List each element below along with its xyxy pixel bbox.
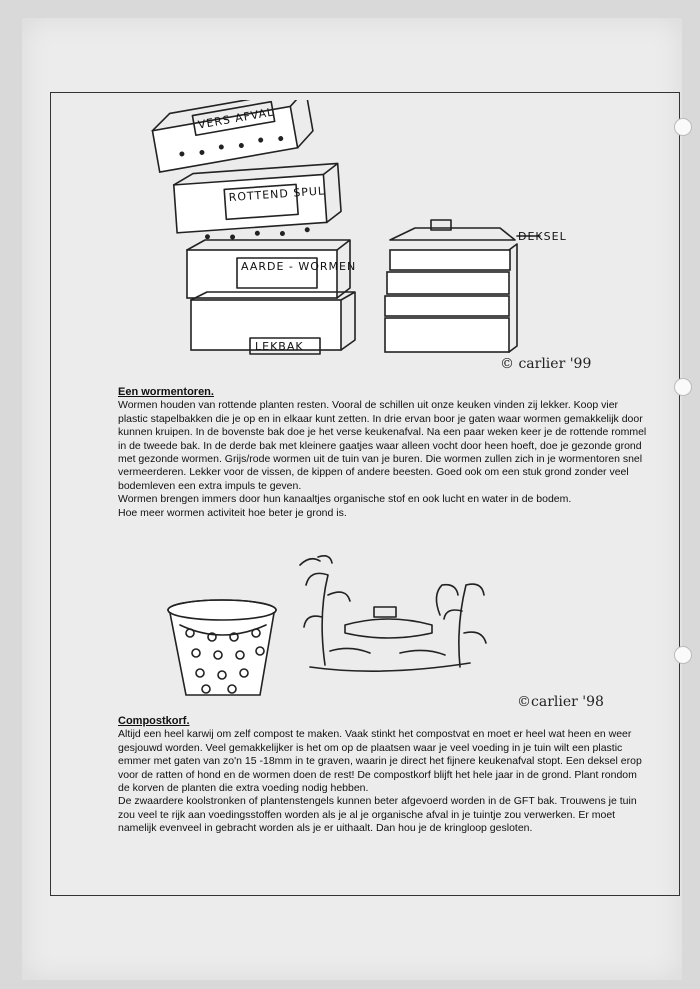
section-worm-tower-paragraph-2: Wormen brengen immers door hun kanaaltjes organische stof en ook lucht en water in de bodem. [118,493,572,506]
illustration1-credit: © carlier '99 [500,356,592,372]
tray-soil-worms [187,240,356,298]
section-compost-basket-paragraph-1: Altijd een heel karwij om zelf compost te maken. Vaak stinkt het compostvat en moet er heel wat heen en weer gesjouwd worden. Veel gemakkelijker is het om op de plaatsen waar je veel voeding in je tuin wilt een plastic emmer met gaten van zo'n 15 -18mm in te graven, waarin je direct het fijnere keukenafval stopt. Een deksel erop voor de ratten of hond en de wormen doen de rest! De compostkorf blijft het hele jaar in de grond. Plant rondom de korven de planten die extra voeding nodig hebben. [118,728,642,795]
stacked-trays-with-lid [385,220,567,352]
punch-hole-bottom [674,646,692,664]
label-vers-afval: VERS AFVAL [197,105,276,132]
worm-tower-illustration [135,100,595,360]
tray-drip-tray [191,292,355,354]
punch-hole-top [674,118,692,136]
section-worm-tower-paragraph-3: Hoe meer wormen activiteit hoe beter je grond is. [118,506,347,519]
section-worm-tower-title: Een wormentoren. [118,386,214,398]
label-deksel: DEKSEL [518,230,567,243]
tray-rotting-stuff [173,163,342,243]
label-rottend: ROTTEND SPUL [228,184,326,205]
section-compost-basket-paragraph-2: De zwaardere koolstronken of plantenstengels kunnen beter afgevoerd worden in de GFT bak. Trouwens je tuin zou veel te rijk aan voedingsstoffen worden als je al je organische afval in je tuintje zou verwerken. Er moet namelijk evenveel in gebracht worden als je er uithaalt. Dan hou je de kringloop gesloten. [118,795,637,835]
section-worm-tower [118,386,648,520]
buried-basket-lid [310,607,470,671]
section-worm-tower-paragraph-1: Wormen houden van rottende planten resten. Vooral de schillen uit onze keuken vinden zij lekker. Koop vier plastic stapelbakken die je op en in elkaar kunt zetten. In drie ervan boor je gaten waar wormen gemakkelijk door kunnen kruipen. In de bovenste bak doe je het verse keukenafval. Na een paar weken keer je de rottende rommel in de tweede bak. In de derde bak met kleinere gaatjes waar alleen vocht door heen hoeft, doe je gezonde grond met gezonde wormen. Grijs/rode wormen uit de tuin van je buren. Die wormen zullen zich in je wormentoren snel vermeerderen. Lekker voor de vissen, de kippen of andere beesten. Goed ook om een stuk grond zonder veel bodemleven een extra impuls te geven. [118,399,647,492]
label-aarde-wormen: AARDE - WORMEN [241,260,357,273]
bucket-with-holes [168,600,276,695]
section-compost-basket-title: Compostkorf. [118,715,190,727]
label-lekbak: LEKBAK [255,340,304,353]
compost-basket-illustration [160,555,490,705]
garden-plants [300,556,486,667]
tray-fresh-waste [150,100,315,172]
section-compost-basket [118,715,648,836]
illustration2-credit: ©carlier '98 [517,694,604,710]
punch-hole-middle [674,378,692,396]
